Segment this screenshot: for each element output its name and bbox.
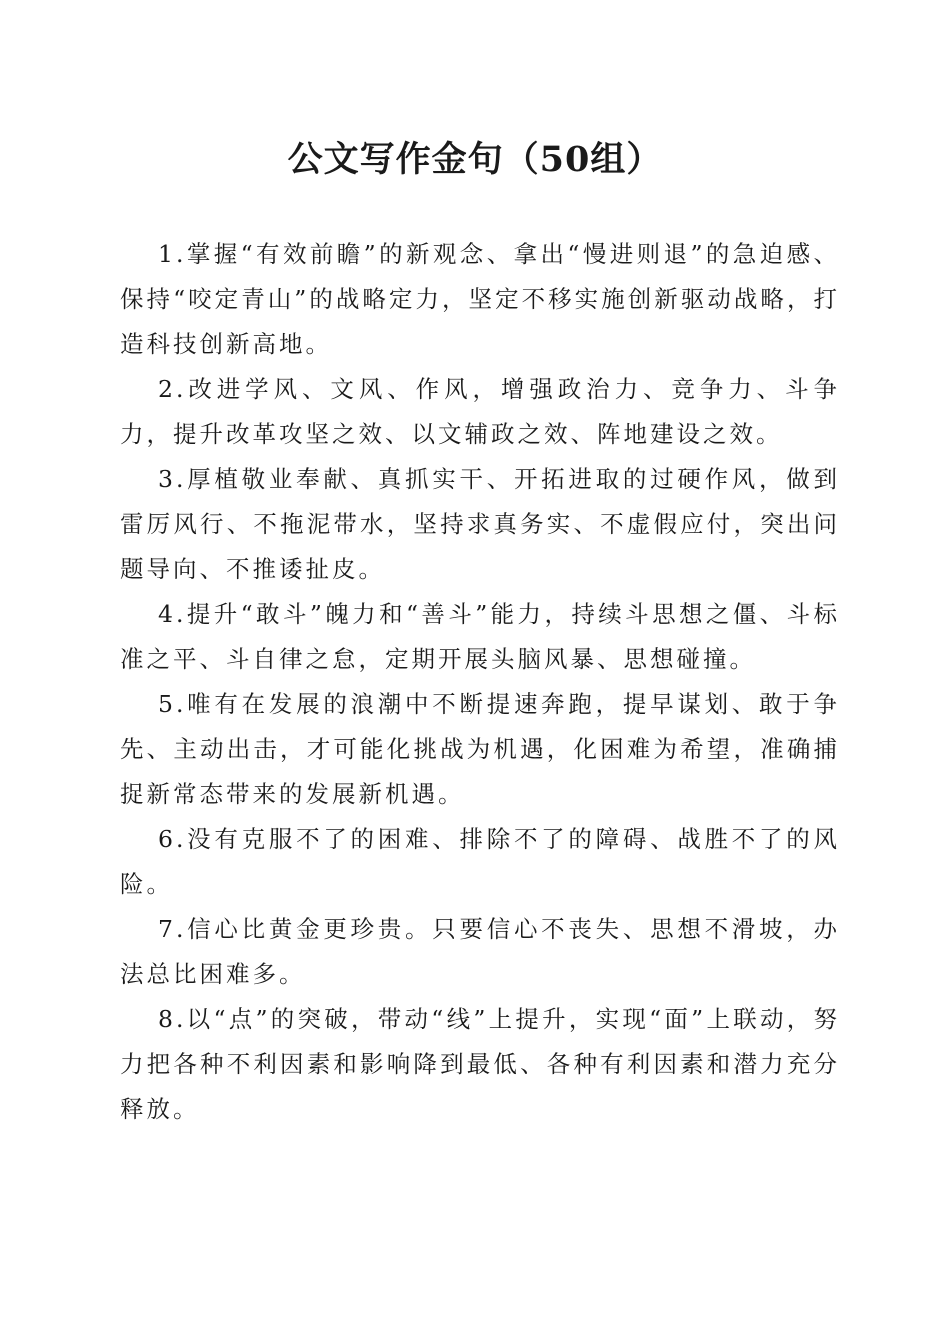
sentence-item-3: 3.厚植敬业奉献、真抓实干、开拓进取的过硬作风，做到雷厉风行、不拖泥带水，坚持求真务实、不虚假应付，突出问题导向、不推诿扯皮。 <box>120 465 840 583</box>
sentence-item-2: 2.改进学风、文风、作风，增强政治力、竞争力、斗争力，提升改革攻坚之效、以文辅政之效、阵地建设之效。 <box>120 375 840 448</box>
sentence-item-6: 6.没有克服不了的困难、排除不了的障碍、战胜不了的风险。 <box>120 825 840 898</box>
document-body <box>120 232 840 1132</box>
sentence-item-7: 7.信心比黄金更珍贵。只要信心不丧失、思想不滑坡，办法总比困难多。 <box>120 915 840 988</box>
sentence-item-5: 5.唯有在发展的浪潮中不断提速奔跑，提早谋划、敢于争先、主动出击，才可能化挑战为机遇，化困难为希望，准确捕捉新常态带来的发展新机遇。 <box>120 690 840 808</box>
document-title: 公文写作金句（50组） <box>287 139 663 180</box>
sentence-item-4: 4.提升“敢斗”魄力和“善斗”能力，持续斗思想之僵、斗标准之平、斗自律之怠，定期开展头脑风暴、思想碰撞。 <box>120 600 840 673</box>
sentence-item-8: 8.以“点”的突破，带动“线”上提升，实现“面”上联动，努力把各种不利因素和影响降到最低、各种有利因素和潜力充分释放。 <box>120 1005 840 1123</box>
sentence-item-1: 1.掌握“有效前瞻”的新观念、拿出“慢进则退”的急迫感、保持“咬定青山”的战略定力，坚定不移实施创新驱动战略，打造科技创新高地。 <box>120 240 840 358</box>
